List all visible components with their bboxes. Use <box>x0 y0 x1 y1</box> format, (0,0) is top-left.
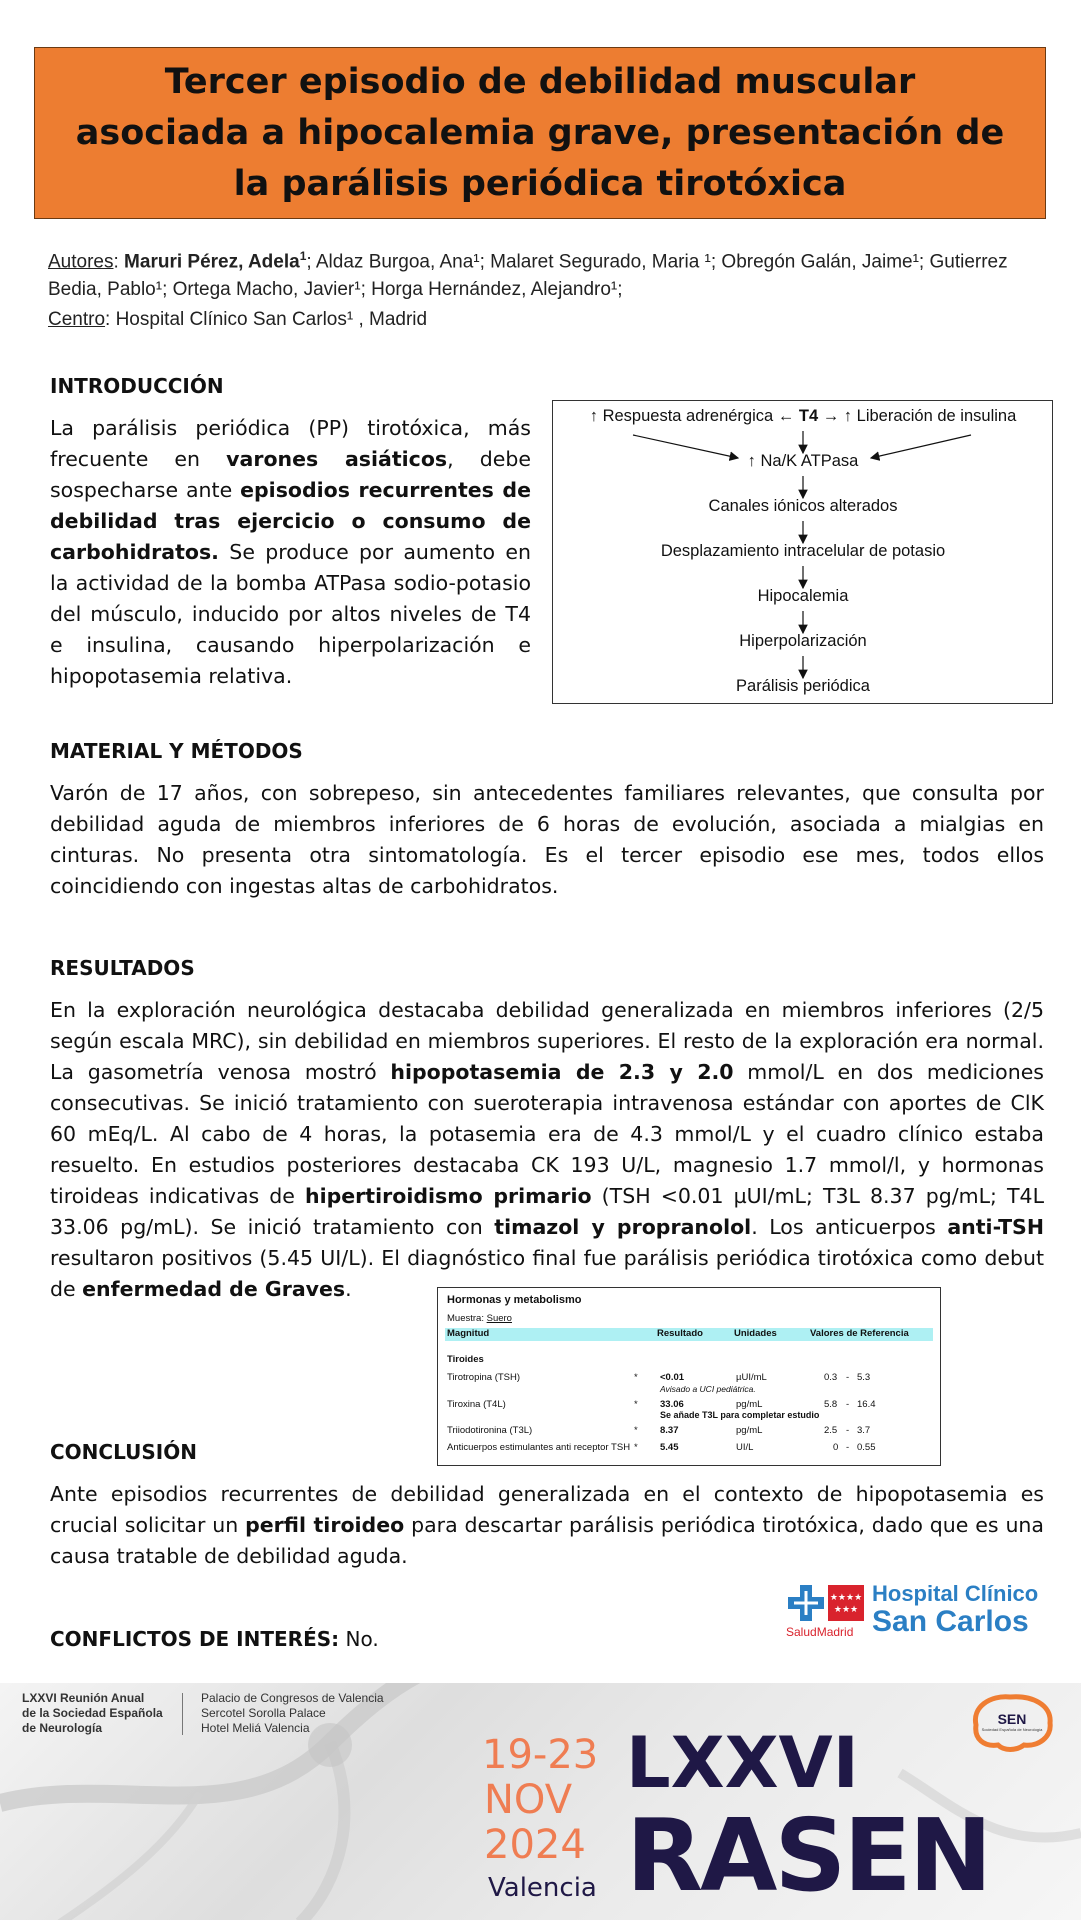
event-dates: 19-23 <box>482 1732 599 1778</box>
diagram-t4: T4 <box>798 407 819 425</box>
header-unidades: Unidades <box>734 1328 777 1339</box>
diagram-step-hypokalemia: Hipocalemia <box>757 587 849 605</box>
lab-row-trab-unit: UI/L <box>736 1442 754 1453</box>
intro-text-3: Se produce por aumento en la actividad de la bomba ATPasa sodio-potasio del músculo, inducido por altos niveles de T4 e insulina, causando hiperpolarización e hipopotasemia relativa. <box>50 540 531 688</box>
diagram-step-paralysis: Parálisis periódica <box>736 677 870 695</box>
congress-footer <box>0 1683 1081 1920</box>
intro-paragraph <box>50 413 531 692</box>
results-text-6: . <box>345 1277 352 1301</box>
lab-row-tsh-flag: * <box>634 1372 638 1383</box>
event-line1: LXXVI Reunión Anual <box>22 1691 145 1705</box>
footer-divider <box>182 1693 183 1735</box>
sen-logo-text: SEN <box>997 1711 1027 1727</box>
diagram-step-atpasa: ↑ Na/K ATPasa <box>747 452 859 470</box>
results-bold-4: anti-TSH <box>947 1215 1044 1239</box>
intro-bold-1: varones asiáticos <box>226 447 448 471</box>
salud-madrid-emblem-icon <box>786 1581 866 1625</box>
conclusion-text-1: Ante episodios recurrentes de debilidad generalizada en el contexto de hipopotasemia es crucial solicitar un <box>50 1482 1044 1537</box>
diagram-insulin: → ↑ Liberación de insulina <box>822 407 1017 425</box>
results-text-5: resultaron positivos (5.45 UI/L). El diagnóstico final fue parálisis periódica tirotóxica como debut de <box>50 1246 1044 1301</box>
lab-row-trab-flag: * <box>634 1442 638 1453</box>
lab-row-tsh-name: Tirotropina (TSH) <box>447 1372 521 1383</box>
lab-table-header <box>445 1328 933 1341</box>
event-rasen: RASEN <box>626 1797 990 1914</box>
hospital-logo-line1: Hospital Clínico <box>872 1581 1039 1606</box>
center-line <box>48 306 1048 334</box>
lab-row-t3l-ref-sep: - <box>846 1425 850 1436</box>
first-author-sup: 1 <box>299 249 307 263</box>
venue-line3: Hotel Meliá Valencia <box>201 1721 310 1735</box>
event-line2: de la Sociedad Española <box>22 1706 163 1720</box>
sen-logo <box>966 1689 1058 1755</box>
hospital-logo <box>786 1581 1066 1641</box>
conclusion-heading: CONCLUSIÓN <box>50 1440 197 1464</box>
results-text-4: . Los anticuerpos <box>751 1215 948 1239</box>
diagram-top-row <box>590 407 1017 426</box>
lab-row-tsh-note: Avisado a UCI pediátrica. <box>660 1384 756 1394</box>
conclusion-paragraph <box>50 1479 1044 1572</box>
diagram-step-channels: Canales iónicos alterados <box>708 497 898 515</box>
other-authors: ; Aldaz Burgoa, Ana¹; Malaret Segurado, Maria ¹; Obregón Galán, Jaime¹; Gutierrez Bedia, Pablo¹; Ortega Macho, Javier¹; Horga Hernández, Alejandro¹; <box>48 251 1008 301</box>
sen-logo-subtitle: Sociedad Española de Neurología <box>981 1727 1043 1732</box>
venue-line1: Palacio de Congresos de Valencia <box>201 1691 384 1705</box>
intro-bold-2: episodios recurrentes de debilidad tras ejercicio o consumo de carbohidratos. <box>50 478 531 564</box>
lab-row-tsh-ref-low: 0.3 <box>824 1372 838 1383</box>
header-resultado: Resultado <box>657 1328 703 1339</box>
svg-text:★★★: ★★★ <box>833 1605 859 1615</box>
event-name <box>22 1691 163 1736</box>
results-heading: RESULTADOS <box>50 956 195 980</box>
conflicts-label: CONFLICTOS DE INTERÉS: <box>50 1627 340 1651</box>
conclusion-text-2: para descartar parálisis periódica tirotóxica, dado que es una causa tratable de debilidad aguda. <box>50 1513 1044 1568</box>
lab-row-trab-result: 5.45 <box>660 1442 679 1453</box>
lab-row-t4l-name: Tiroxina (T4L) <box>447 1399 506 1410</box>
lab-row-tsh-ref-sep: - <box>846 1372 850 1383</box>
diagram-step-hyperpolarization: Hiperpolarización <box>739 632 867 650</box>
event-edition: LXXVI <box>626 1722 859 1804</box>
intro-text-1: La parálisis periódica (PP) tirotóxica, más frecuente en <box>50 416 531 471</box>
lab-row-t4l-ref-high: 16.4 <box>857 1399 876 1410</box>
event-line3: de Neurología <box>22 1721 103 1735</box>
header-magnitud: Magnitud <box>447 1328 490 1339</box>
lab-row-t3l-ref-low: 2.5 <box>824 1425 838 1436</box>
lab-section-tiroides: Tiroides <box>447 1354 484 1365</box>
lab-row-tsh-unit: µUI/mL <box>736 1372 767 1383</box>
lab-table-sample <box>447 1313 512 1324</box>
sample-label: Muestra: <box>447 1313 484 1324</box>
lab-row-trab-ref-sep: - <box>846 1442 850 1453</box>
lab-row-t3l-name: Triiodotironina (T3L) <box>447 1425 533 1436</box>
results-paragraph <box>50 995 1044 1305</box>
pathophysiology-diagram <box>552 400 1053 704</box>
lab-row-t4l-result: 33.06 <box>660 1399 684 1410</box>
event-year: 2024 <box>484 1822 586 1868</box>
results-text-2: mmol/L en dos mediciones consecutivas. Se inició tratamiento con sueroterapia intravenosa estándar con aportes de ClK 60 mEq/L. Al cabo de 4 horas, la potasemia era de 4.3 mmol/L y el cuadro clínico estaba resuelto. En estudios posteriores destacaba CK 193 U/L, magnesio 1.7 mmol/l, y hormonas tiroideas indicativas de <box>50 1060 1044 1208</box>
results-text-3: (TSH <0.01 µUI/mL; T3L 8.37 pg/mL; T4L 33.06 pg/mL). Se inició tratamiento con <box>50 1184 1044 1239</box>
sample-value: Suero <box>486 1313 512 1324</box>
venue-line2: Sercotel Sorolla Palace <box>201 1706 326 1720</box>
intro-text-2: , debe sospecharse ante <box>50 447 531 502</box>
header-referencia: Valores de Referencia <box>810 1328 909 1339</box>
first-author: Maruri Pérez, Adela <box>124 251 300 273</box>
lab-table-title: Hormonas y metabolismo <box>447 1294 582 1306</box>
conclusion-bold-1: perfil tiroideo <box>245 1513 405 1537</box>
results-text-1: En la exploración neurológica destacaba debilidad generalizada en miembros inferiores (2/5 según escala MRC), sin debilidad en miembros superiores. El resto de la exploración era normal. La gasometría venosa mostró <box>50 998 1044 1084</box>
diagram-adrenergic: ↑ Respuesta adrenérgica ← <box>589 407 795 425</box>
diagram-step-shift: Desplazamiento intracelular de potasio <box>660 542 946 560</box>
arrow-adrenergic-to-atpasa <box>633 435 738 458</box>
arrow-insulin-to-atpasa <box>871 435 971 458</box>
lab-row-trab-name: Anticuerpos estimulantes anti receptor TSH <box>447 1442 631 1453</box>
lab-row-t3l-result: 8.37 <box>660 1425 679 1436</box>
lab-row-t4l-note: Se añade T3L para completar estudio <box>660 1410 820 1420</box>
conflicts-value: No. <box>339 1627 379 1651</box>
salud-madrid-label: SaludMadrid <box>786 1625 854 1639</box>
lab-row-t4l-ref-low: 5.8 <box>824 1399 838 1410</box>
lab-row-t3l-flag: * <box>634 1425 638 1436</box>
authors-label: Autores <box>48 251 114 273</box>
results-bold-2: hipertiroidismo primario <box>304 1184 592 1208</box>
lab-row-tsh-ref-high: 5.3 <box>857 1372 871 1383</box>
poster-title-box <box>34 47 1046 219</box>
results-bold-3: timazol y propranolol <box>494 1215 752 1239</box>
authors-line: Autores: Maruri Pérez, Adela$^1$; Aldaz Burgoa, Ana¹; Malaret Segurado, Maria ¹; Obregón Galán, Jaime¹; Gutierrez Bedia, Pablo¹; Ortega Macho, Javier¹; Horga Hernández, Alejandro¹; <box>48 249 1008 301</box>
lab-row-t3l-ref-high: 3.7 <box>857 1425 871 1436</box>
methods-paragraph: Varón de 17 años, con sobrepeso, sin antecedentes familiares relevantes, que consulta por debilidad aguda de miembros inferiores de 6 horas de evolución, asociada a mialgias en cinturas. No presenta otra sintomatología. Es el tercer episodio ese mes, todos ellos coincidiendo con ingestas altas de carbohidratos. <box>50 781 1044 898</box>
results-bold-5: enfermedad de Graves <box>82 1277 346 1301</box>
lab-results-table <box>437 1287 941 1466</box>
conflicts-line <box>50 1627 379 1651</box>
center-label: Centro <box>48 309 106 330</box>
lab-row-t4l-flag: * <box>634 1399 638 1410</box>
lab-row-trab-ref-low: 0 <box>833 1442 839 1453</box>
poster-title: Tercer episodio de debilidad muscular asociada a hipocalemia grave, presentación de la parálisis periódica tirotóxica <box>75 61 1005 204</box>
center-value: : Hospital Clínico San Carlos¹ , Madrid <box>105 309 428 330</box>
event-city: Valencia <box>488 1873 597 1903</box>
lab-row-t3l-unit: pg/mL <box>736 1425 763 1436</box>
intro-heading: INTRODUCCIÓN <box>50 374 224 398</box>
event-month: NOV <box>484 1777 573 1823</box>
results-bold-1: hipopotasemia de 2.3 y 2.0 <box>390 1060 734 1084</box>
lab-row-tsh-result: <0.01 <box>660 1372 685 1383</box>
event-venues <box>201 1691 384 1736</box>
lab-row-t4l-unit: pg/mL <box>736 1399 763 1410</box>
methods-heading: MATERIAL Y MÉTODOS <box>50 739 303 763</box>
hospital-logo-line2: San Carlos <box>872 1605 1029 1638</box>
lab-row-t4l-ref-sep: - <box>846 1399 850 1410</box>
svg-text:★★★★: ★★★★ <box>829 1593 863 1603</box>
lab-row-trab-ref-high: 0.55 <box>857 1442 876 1453</box>
